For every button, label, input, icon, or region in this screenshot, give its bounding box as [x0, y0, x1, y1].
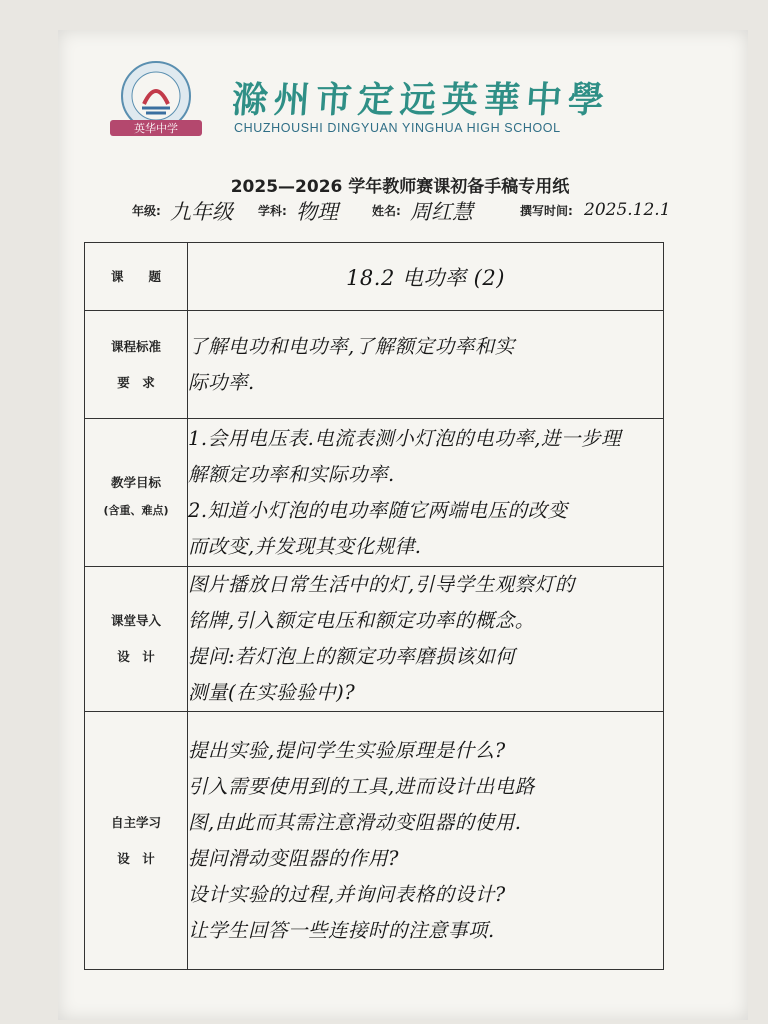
school-logo [96, 58, 216, 142]
logo-banner-text: 英华中学 [134, 122, 178, 135]
row-content-topic: 18.2 电功率 (2) [188, 243, 664, 311]
table-row [85, 311, 664, 419]
row-label-self-study: 自主学习 设 计 [85, 712, 188, 970]
grade-label: 年级: [132, 204, 161, 218]
row-label-objectives: 教学目标 (含重、难点) [85, 419, 188, 567]
form-title: 2025—2026 学年教师赛课初备手稿专用纸 [230, 177, 570, 197]
row-content-standard: 了解电功和电功率,了解额定功率和实 际功率. [188, 311, 664, 419]
date-label: 撰写时间: [520, 204, 573, 218]
row-content-self-study: 提出实验,提问学生实验原理是什么? 引入需要使用到的工具,进而设计出电路 图,由此而其需注意滑动变阻器的使用. 提问滑动变阻器的作用? 设计实验的过程,并询问表格的设计? 让学生回答一些连接时的注意事项. [188, 712, 664, 970]
grade-value: 九年级 [170, 200, 233, 224]
table-row [85, 712, 664, 970]
table-row [85, 419, 664, 567]
school-name: 滁州市定远英華中學 [230, 79, 612, 121]
row-label-standard: 课程标准 要 求 [85, 311, 188, 419]
table-row [85, 243, 664, 311]
lesson-plan-table [84, 242, 664, 970]
row-content-objectives: 1.会用电压表.电流表测小灯泡的电功率,进一步理 解额定功率和实际功率. 2.知道小灯泡的电功率随它两端电压的改变 而改变,并发现其变化规律. [188, 419, 664, 567]
name-label: 姓名: [372, 204, 401, 218]
name-value: 周红慧 [410, 200, 473, 224]
row-content-intro: 图片播放日常生活中的灯,引导学生观察灯的 铭牌,引入额定电压和额定功率的概念。 提问:若灯泡上的额定功率磨损该如何 测量(在实验验中)? [188, 567, 664, 712]
row-label-topic: 课 题 [85, 243, 188, 311]
subject-label: 学科: [258, 204, 287, 218]
school-name-en: CHUZHOUSHI DINGYUAN YINGHUA HIGH SCHOOL [234, 121, 561, 135]
date-value: 2025.12.1 [584, 200, 671, 220]
subject-value: 物理 [296, 200, 338, 224]
row-label-intro: 课堂导入 设 计 [85, 567, 188, 712]
table-row [85, 567, 664, 712]
